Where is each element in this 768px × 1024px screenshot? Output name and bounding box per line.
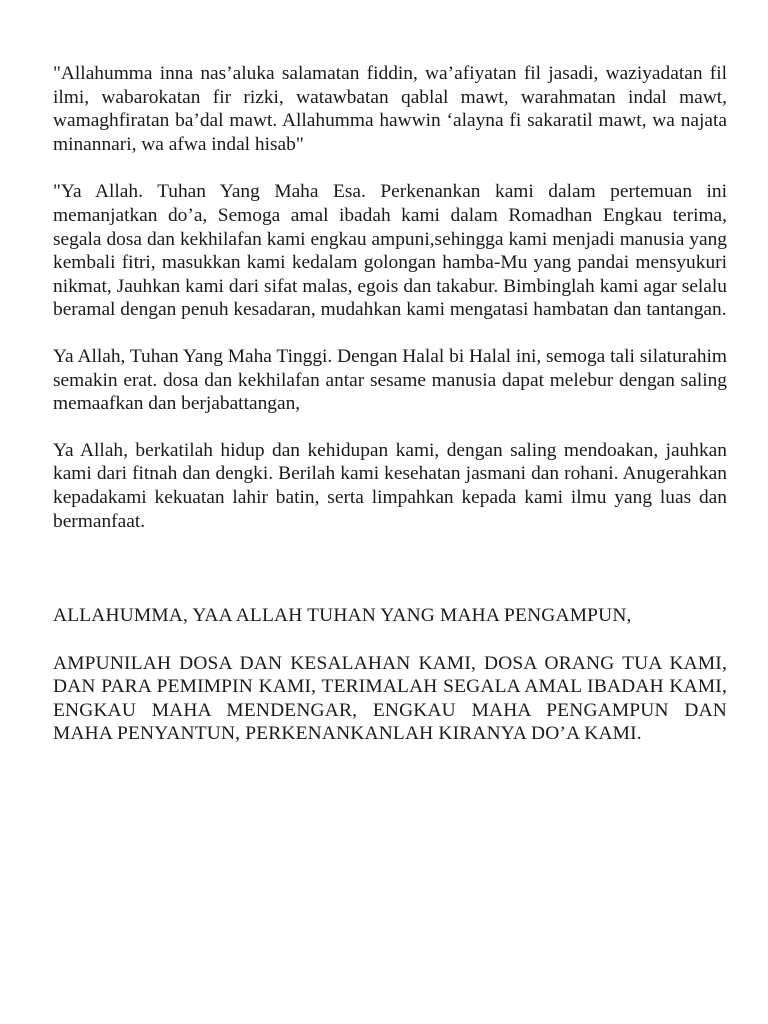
doa-maha-tinggi-paragraph: Ya Allah, Tuhan Yang Maha Tinggi. Dengan Halal bi Halal ini, semoga tali silaturahim semakin erat. dosa dan kekhilafan antar sesame manusia dapat melebur dengan saling memaafkan dan berjabattangan, bbox=[53, 345, 727, 415]
doa-pengampun-heading: ALLAHUMMA, YAA ALLAH TUHAN YANG MAHA PENGAMPUN, bbox=[53, 605, 632, 627]
doa-maha-esa-paragraph: "Ya Allah. Tuhan Yang Maha Esa. Perkenankan kami dalam pertemuan ini memanjatkan do’a, Semoga amal ibadah kami dalam Romadhan Engkau terima, segala dosa dan kekhilafan kami engkau ampuni,sehingga kami menjadi manusia yang kembali fitri, masukkan kami kedalam golongan hamba-Mu yang pandai mensyukuri nikmat, Jauhkan kami dari sifat malas, egois dan takabur. Bimbinglah kami agar selalu beramal dengan penuh kesadaran, mudahkan kami mengatasi hambatan dan tantangan. bbox=[53, 181, 727, 321]
doa-kehidupan-paragraph: Ya Allah, berkatilah hidup dan kehidupan kami, dengan saling mendoakan, jauhkan kami dari fitnah dan dengki. Berilah kami kesehatan jasmani dan rohani. Anugerahkan kepadakami kekuatan lahir batin, serta limpahkan kepada kami ilmu yang luas dan bermanfaat. bbox=[53, 439, 727, 532]
document-page bbox=[53, 62, 727, 746]
doa-arabic-paragraph: "Allahumma inna nas’aluka salamatan fiddin, wa’afiyatan fil jasadi, waziyadatan fil ilmi, wabarokatan fir rizki, watawbatan qablal mawt, warahmatan indal mawt, wamaghfiratan ba’dal mawt. Allahumma hawwin ‘alayna fi sakaratil mawt, wa najata minannari, wa afwa indal hisab" bbox=[53, 63, 727, 155]
doa-ampunilah-paragraph: AMPUNILAH DOSA DAN KESALAHAN KAMI, DOSA ORANG TUA KAMI, DAN PARA PEMIMPIN KAMI, TERIMALAH SEGALA AMAL IBADAH KAMI, ENGKAU MAHA MENDENGAR, ENGKAU MAHA PENGAMPUN DAN MAHA PENYANTUN, PERKENANKANLAH KIRANYA DO’A KAMI. bbox=[53, 652, 727, 745]
